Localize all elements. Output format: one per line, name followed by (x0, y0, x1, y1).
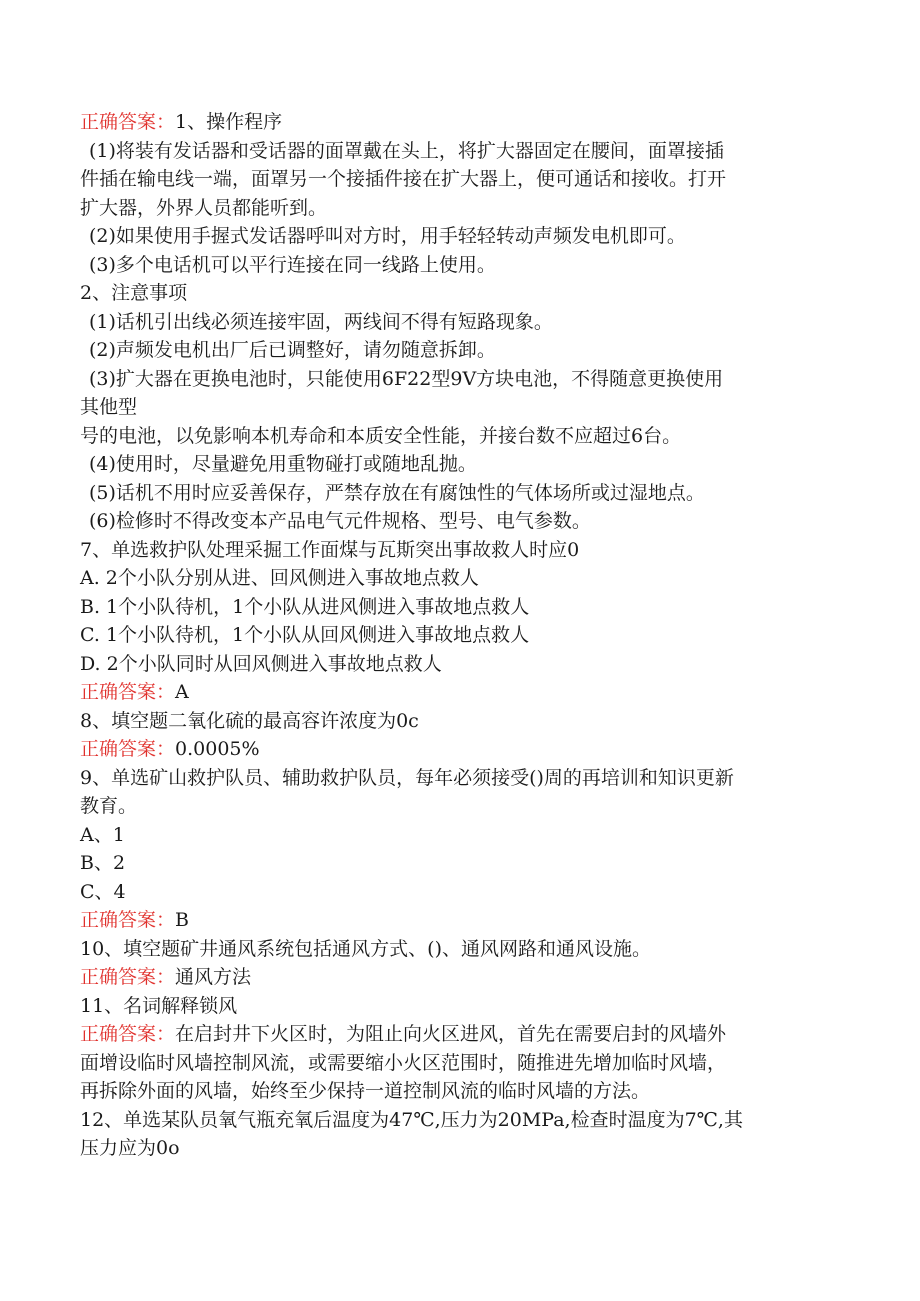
question-9: 9、单选矿山救护队员、辅助救护队员，每年必须接受()周的再培训和知识更新 (80, 766, 734, 789)
paragraph-line: 件插在输电线一端，面罩另一个接插件接在扩大器上，便可通话和接收。打开 (80, 168, 727, 190)
paragraph-line: (1)话机引出线必须连接牢固，两线间不得有短路现象。 (89, 310, 553, 333)
answer-line-q7 (80, 678, 840, 707)
answer-line-b1 (80, 108, 840, 137)
answer-label: 正确答案： (80, 111, 176, 133)
option-c: C、4 (80, 880, 126, 903)
section-heading: 2、注意事项 (80, 282, 188, 304)
paragraph-line: 扩大器，外界人员都能听到。 (80, 196, 328, 219)
answer-line-q11 (80, 1020, 840, 1049)
paragraph-line: (3)多个电话机可以平行连接在同一线路上使用。 (89, 253, 496, 276)
question-7: 7、单选救护队处理采掘工作面煤与瓦斯突出事故救人时应0 (80, 538, 580, 561)
option-b: B. 1个小队待机，1个小队从进风侧进入事故地点救人 (80, 595, 530, 618)
answer-text-cont: 面增设临时风墙控制风流，或需要缩小火区范围时，随推进先增加临时风墙， (80, 1051, 727, 1074)
answer-line-q10 (80, 963, 840, 992)
option-a: A、1 (80, 823, 125, 846)
answer-text: B (175, 909, 189, 931)
answer-text-cont: 再拆除外面的风墙，始终至少保持一道控制风流的临时风墙的方法。 (80, 1080, 651, 1102)
answer-text: 在启封井下火区时，为阻止向火区进风，首先在需要启封的风墙外 (175, 1023, 727, 1045)
paragraph-line: (6)检修时不得改变本产品电气元件规格、型号、电气参数。 (89, 510, 591, 532)
question-11: 11、名词解释锁风 (80, 994, 238, 1017)
paragraph-line: (2)如果使用手握式发话器呼叫对方时，用手轻轻转动声频发电机即可。 (89, 225, 686, 247)
paragraph-line: (2)声频发电机出厂后已调整好，请勿随意拆卸。 (89, 339, 496, 361)
question-12: 12、单选某队员氧气瓶充氧后温度为47℃,压力为20MPa,检查时温度为7℃,其 (80, 1108, 743, 1131)
paragraph-line: (4)使用时，尽量避免用重物碰打或随地乱抛。 (89, 453, 477, 475)
answer-label: 正确答案： (80, 738, 176, 760)
answer-label: 正确答案： (80, 1023, 176, 1045)
answer-text: A (175, 681, 189, 703)
option-c: C. 1个小队待机，1个小队从回风侧进入事故地点救人 (80, 624, 530, 646)
answer-label: 正确答案： (80, 966, 176, 988)
question-10: 10、填空题矿井通风系统包括通风方式、()、通风网路和通风设施。 (80, 937, 652, 960)
option-b: B、2 (80, 852, 126, 874)
paragraph-line: 号的电池，以免影响本机寿命和本质安全性能，并接台数不应超过6台。 (80, 424, 682, 447)
paragraph-line: (5)话机不用时应妥善保存，严禁存放在有腐蚀性的气体场所或过湿地点。 (89, 481, 705, 504)
answer-text: 1、操作程序 (175, 111, 283, 133)
paragraph-line: 其他型 (80, 396, 138, 418)
paragraph-line: (3)扩大器在更换电池时，只能使用6F22型9V方块电池，不得随意更换使用 (89, 367, 724, 390)
option-a: A. 2个小队分别从进、回风侧进入事故地点救人 (80, 567, 479, 589)
question-8: 8、填空题二氧化硫的最高容许浓度为0c (80, 709, 419, 732)
question-12-cont: 压力应为0o (80, 1137, 180, 1159)
document-page (80, 108, 840, 1163)
answer-text: 0.0005% (175, 738, 260, 760)
answer-line-q8 (80, 735, 840, 764)
answer-label: 正确答案： (80, 909, 176, 931)
paragraph-line: (1)将装有发话器和受话器的面罩戴在头上，将扩大器固定在腰间，面罩接插 (89, 139, 724, 162)
answer-line-q9 (80, 906, 840, 935)
answer-label: 正确答案： (80, 681, 176, 703)
option-d: D. 2个小队同时从回风侧进入事故地点救人 (80, 652, 442, 675)
question-9-cont: 教育。 (80, 795, 138, 817)
answer-text: 通风方法 (175, 966, 252, 988)
